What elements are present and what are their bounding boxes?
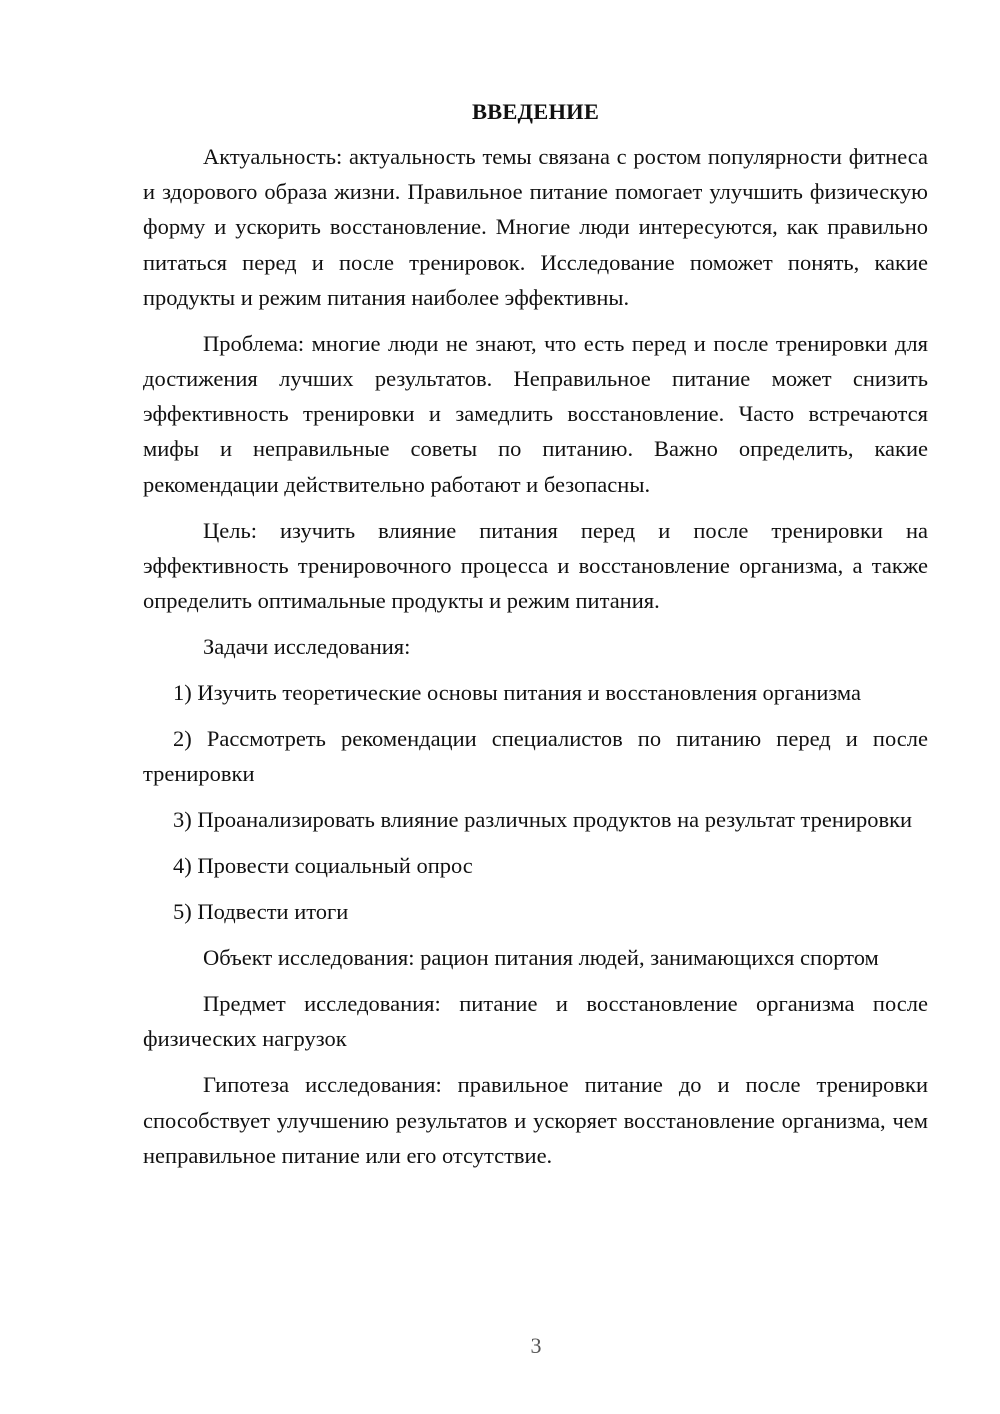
tasks-list: [143, 675, 928, 929]
page-title: ВВЕДЕНИЕ: [471, 99, 600, 124]
list-item: 1) Изучить теоретические основы питания и восстановления организма: [173, 680, 861, 706]
list-item: 5) Подвести итоги: [173, 899, 349, 925]
list-item: 3) Проанализировать влияние различных продуктов на результат тренировки: [173, 807, 913, 833]
relevance-paragraph: Актуальность: актуальность темы связана с ростом популярности фитнеса и здорового образа жизни. Правильное питание помогает улучшить физическую форму и ускорить восстановление. Многие люди интересуются, как правильно питаться перед и после тренировок. Исследование поможет понять, какие продукты и режим питания наиболее эффективны.: [143, 144, 928, 310]
object-paragraph: Объект исследования: рацион питания людей, занимающихся спортом: [203, 945, 879, 971]
list-item: 4) Провести социальный опрос: [173, 853, 473, 879]
tasks-heading: Задачи исследования:: [203, 634, 411, 660]
problem-paragraph: Проблема: многие люди не знают, что есть перед и после тренировки для достижения лучших результатов. Неправильное питание может снизить эффективность тренировки и замедлить восстановление. Часто встречаются мифы и неправильные советы по питанию. Важно определить, какие рекомендации действительно работают и безопасны.: [143, 330, 928, 497]
goal-paragraph: Цель: изучить влияние питания перед и после тренировки на эффективность тренировочного процесса и восстановление организма, а также определить оптимальные продукты и режим питания.: [143, 517, 928, 614]
hypothesis-paragraph: Гипотеза исследования: правильное питание до и после тренировки способствует улучшению результатов и ускоряет восстановление организма, чем неправильное питание или его отсутствие.: [143, 1072, 928, 1168]
subject-paragraph: Предмет исследования: питание и восстановление организма после физических нагрузок: [143, 991, 928, 1052]
list-item: 2) Рассмотреть рекомендации специалистов по питанию перед и после тренировки: [143, 726, 928, 787]
document-body: [143, 94, 928, 1184]
page-number: 3: [530, 1333, 542, 1358]
